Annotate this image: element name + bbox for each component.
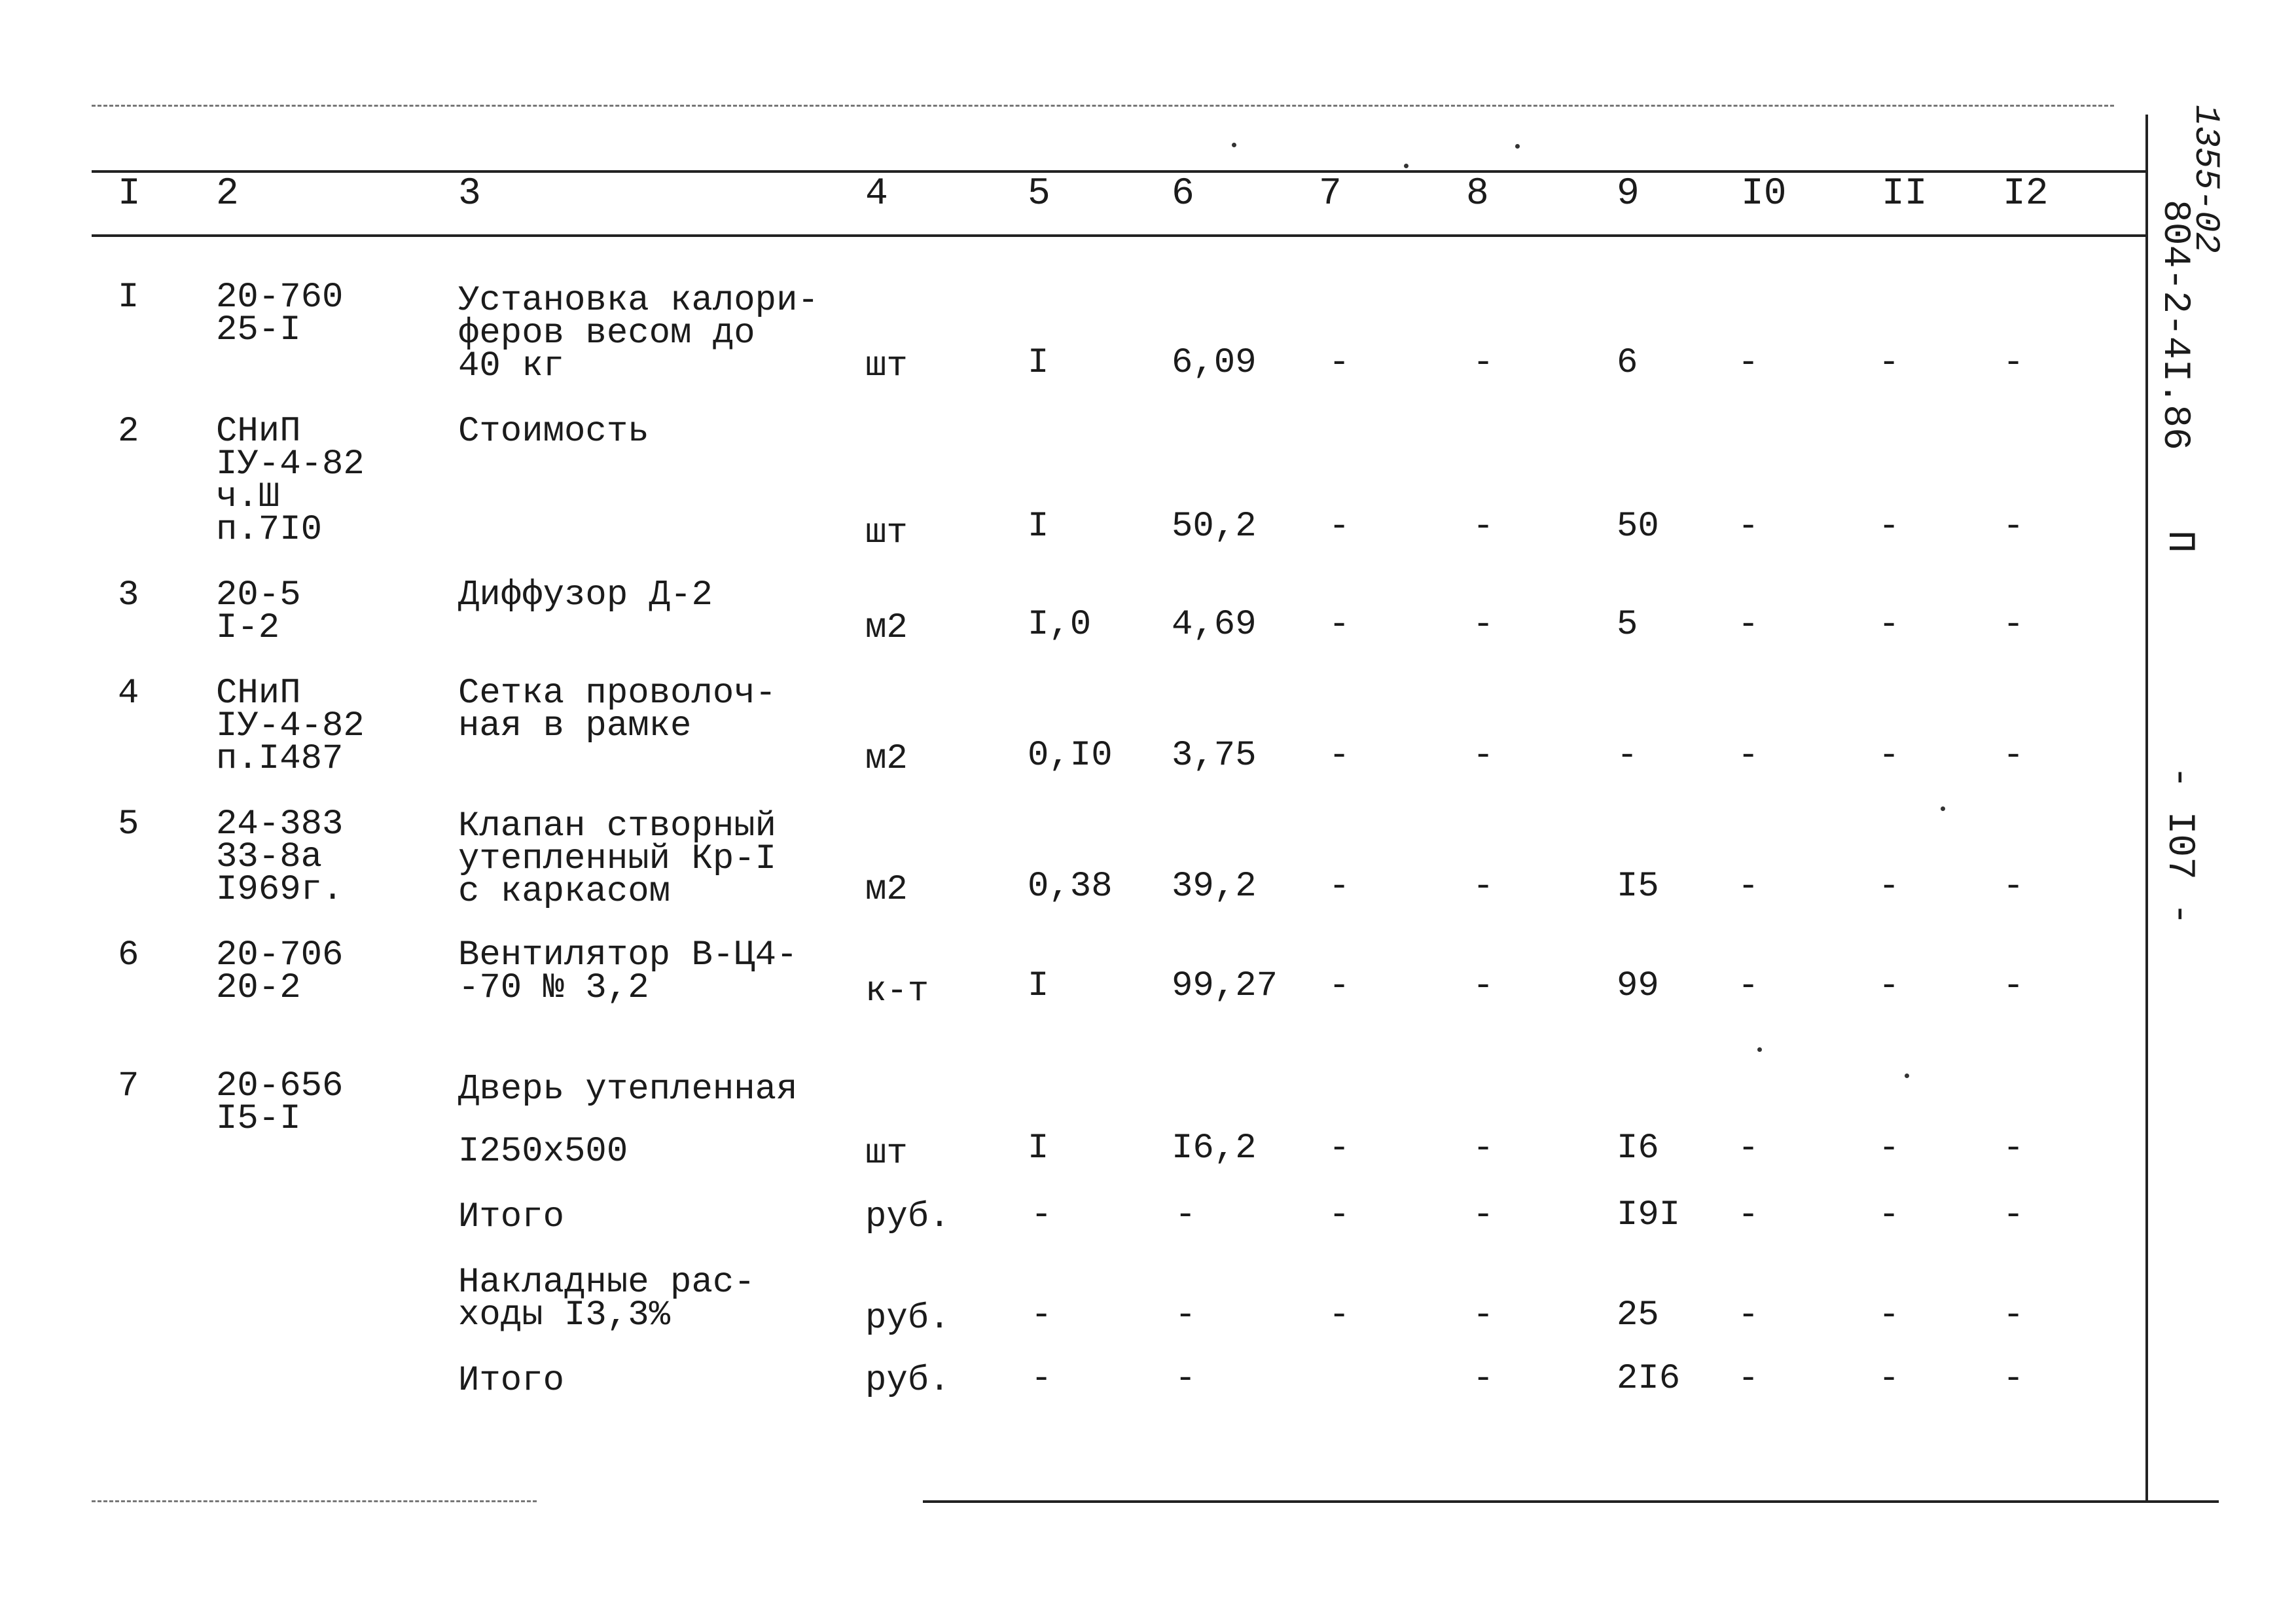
quantity-cell: I	[1028, 1128, 1049, 1168]
bottom-rule-right	[923, 1500, 2219, 1503]
total-cell: -	[1617, 736, 1638, 776]
col12-cell: -	[2003, 343, 2024, 383]
col7-cell: -	[1329, 1295, 1350, 1335]
norm-code-line: I5-I	[216, 1099, 301, 1139]
header-col-6: 6	[1172, 173, 1194, 215]
col8-cell: -	[1473, 507, 1494, 547]
col11-cell: -	[1878, 605, 1900, 645]
unit-cell: руб.	[865, 1361, 950, 1401]
item-name-line: 40 кг	[458, 346, 565, 386]
header-col-7: 7	[1319, 173, 1342, 215]
col11-cell: -	[1878, 343, 1900, 383]
col8-cell: -	[1473, 1295, 1494, 1335]
unit-cell: м2	[865, 739, 908, 779]
header-col-3: 3	[458, 173, 481, 215]
col10-cell: -	[1738, 1359, 1759, 1399]
item-name-line: Дверь утепленная	[458, 1070, 798, 1110]
unit-cell: шт	[865, 346, 908, 386]
total-cell: I9I	[1617, 1195, 1681, 1235]
col10-cell: -	[1738, 605, 1759, 645]
quantity-cell: 0,38	[1028, 867, 1113, 907]
header-col-2: 2	[216, 173, 239, 215]
row-number: 3	[118, 575, 139, 615]
item-name-line: Сетка проволоч-	[458, 674, 777, 713]
header-col-8: 8	[1466, 173, 1489, 215]
row-number: 2	[118, 412, 139, 452]
item-name-line: с каркасом	[458, 872, 671, 912]
summary-label: ходы I3,3%	[458, 1295, 671, 1335]
total-cell: I5	[1617, 867, 1659, 907]
col12-cell: -	[2003, 867, 2024, 907]
norm-code-line: СНиП	[216, 674, 301, 713]
item-name-line: Диффузор Д-2	[458, 575, 713, 615]
total-cell: 2I6	[1617, 1359, 1681, 1399]
col11-cell: -	[1878, 1295, 1900, 1335]
quantity-cell: I	[1028, 343, 1049, 383]
col10-cell: -	[1738, 1295, 1759, 1335]
unit-cost-cell: 39,2	[1172, 867, 1257, 907]
header-col-9: 9	[1617, 173, 1640, 215]
col8-cell: -	[1473, 343, 1494, 383]
norm-code-line: I969г.	[216, 870, 344, 910]
item-name-line: Вентилятор В-Ц4-	[458, 935, 798, 975]
header-col-1: I	[118, 173, 141, 215]
norm-code-line: 33-8а	[216, 837, 323, 877]
col7-cell: -	[1329, 966, 1350, 1006]
total-cell: I6	[1617, 1128, 1659, 1168]
col7-cell: -	[1329, 867, 1350, 907]
quantity-cell: I	[1028, 507, 1049, 547]
col10-cell: -	[1738, 966, 1759, 1006]
norm-code-line: 20-656	[216, 1066, 344, 1106]
row-number: 6	[118, 935, 139, 975]
unit-cost-cell: -	[1175, 1359, 1196, 1399]
header-col-12: I2	[2003, 173, 2049, 215]
row-number: 5	[118, 804, 139, 844]
col10-cell: -	[1738, 1128, 1759, 1168]
col11-cell: -	[1878, 867, 1900, 907]
header-col-5: 5	[1028, 173, 1050, 215]
summary-label: Накладные рас-	[458, 1263, 755, 1303]
unit-cost-cell: I6,2	[1172, 1128, 1257, 1168]
col12-cell: -	[2003, 605, 2024, 645]
col8-cell: -	[1473, 736, 1494, 776]
col8-cell: -	[1473, 605, 1494, 645]
header-bottom-rule	[92, 234, 2147, 237]
col7-cell: -	[1329, 343, 1350, 383]
col8-cell: -	[1473, 1128, 1494, 1168]
quantity-cell: I,0	[1028, 605, 1092, 645]
norm-code-line: 20-5	[216, 575, 301, 615]
unit-cell: руб.	[865, 1299, 950, 1339]
col12-cell: -	[2003, 1128, 2024, 1168]
scan-speck	[1941, 806, 1945, 811]
col7-cell: -	[1329, 736, 1350, 776]
col7-cell: -	[1329, 605, 1350, 645]
item-name-line: -70 № 3,2	[458, 968, 649, 1008]
col11-cell: -	[1878, 1195, 1900, 1235]
row-number: I	[118, 278, 139, 317]
quantity-cell: -	[1031, 1359, 1052, 1399]
col11-cell: -	[1878, 736, 1900, 776]
unit-cell: м2	[865, 608, 908, 648]
header-col-4: 4	[865, 173, 888, 215]
item-name-line: феров весом до	[458, 314, 755, 353]
col7-cell: -	[1329, 1195, 1350, 1235]
norm-code-line: 20-706	[216, 935, 344, 975]
unit-cell: м2	[865, 870, 908, 910]
norm-code-line: п.7I0	[216, 510, 323, 550]
page-number: - I07 -	[2158, 766, 2200, 926]
unit-cost-cell: 3,75	[1172, 736, 1257, 776]
col12-cell: -	[2003, 966, 2024, 1006]
total-cell: 5	[1617, 605, 1638, 645]
item-name-line: ная в рамке	[458, 706, 692, 746]
col10-cell: -	[1738, 1195, 1759, 1235]
scan-speck	[1757, 1047, 1762, 1052]
col7-cell: -	[1329, 1128, 1350, 1168]
col7-cell: -	[1329, 507, 1350, 547]
col11-cell: -	[1878, 1128, 1900, 1168]
unit-cost-cell: -	[1175, 1195, 1196, 1235]
item-name-line: Установка калори-	[458, 281, 819, 321]
header-col-10: I0	[1741, 173, 1787, 215]
unit-cell: шт	[865, 513, 908, 553]
quantity-cell: -	[1031, 1195, 1052, 1235]
summary-label: Итого	[458, 1361, 565, 1401]
norm-code-line: СНиП	[216, 412, 301, 452]
col8-cell: -	[1473, 1359, 1494, 1399]
col8-cell: -	[1473, 1195, 1494, 1235]
bottom-faint-rule-left	[92, 1500, 537, 1502]
norm-code-line: 25-I	[216, 310, 301, 350]
col10-cell: -	[1738, 507, 1759, 547]
unit-cost-cell: 99,27	[1172, 966, 1278, 1006]
item-name-line: Стоимость	[458, 412, 649, 452]
col10-cell: -	[1738, 343, 1759, 383]
row-number: 4	[118, 674, 139, 713]
col8-cell: -	[1473, 867, 1494, 907]
norm-code-line: 20-760	[216, 278, 344, 317]
norm-code-line: IУ-4-82	[216, 706, 365, 746]
col12-cell: -	[2003, 1359, 2024, 1399]
scan-speck	[1404, 164, 1408, 168]
header-col-11: II	[1882, 173, 1928, 215]
col12-cell: -	[2003, 1295, 2024, 1335]
row-number: 7	[118, 1066, 139, 1106]
unit-cost-cell: 4,69	[1172, 605, 1257, 645]
col10-cell: -	[1738, 867, 1759, 907]
total-cell: 6	[1617, 343, 1638, 383]
scan-speck	[1905, 1074, 1909, 1078]
norm-code-line: 24-383	[216, 804, 344, 844]
total-cell: 50	[1617, 507, 1659, 547]
col12-cell: -	[2003, 1195, 2024, 1235]
norm-code-line: ч.Ш	[216, 477, 280, 517]
unit-cell: руб.	[865, 1197, 950, 1237]
item-name-line: I250x500	[458, 1132, 628, 1172]
header-top-rule	[92, 170, 2147, 173]
item-name-line: Клапан створный	[458, 806, 777, 846]
col10-cell: -	[1738, 736, 1759, 776]
quantity-cell: -	[1031, 1295, 1052, 1335]
scan-speck	[1515, 144, 1520, 149]
scan-speck	[1232, 143, 1236, 147]
col12-cell: -	[2003, 507, 2024, 547]
col11-cell: -	[1878, 966, 1900, 1006]
item-name-line: утепленный Кр-I	[458, 839, 777, 879]
unit-cell: к-т	[865, 971, 929, 1011]
sheet-letter: П	[2158, 530, 2200, 553]
quantity-cell: 0,I0	[1028, 736, 1113, 776]
col11-cell: -	[1878, 1359, 1900, 1399]
norm-code-line: 20-2	[216, 968, 301, 1008]
right-border-line	[2145, 115, 2148, 1502]
col8-cell: -	[1473, 966, 1494, 1006]
handwritten-mark: 1355-02	[2185, 105, 2225, 253]
summary-label: Итого	[458, 1197, 565, 1237]
document-code: 804-2-4I.86	[2153, 200, 2196, 450]
norm-code-line: I-2	[216, 608, 280, 648]
unit-cost-cell: -	[1175, 1295, 1196, 1335]
unit-cost-cell: 50,2	[1172, 507, 1257, 547]
col11-cell: -	[1878, 507, 1900, 547]
total-cell: 99	[1617, 966, 1659, 1006]
col12-cell: -	[2003, 736, 2024, 776]
unit-cost-cell: 6,09	[1172, 343, 1257, 383]
norm-code-line: п.I487	[216, 739, 344, 779]
unit-cell: шт	[865, 1134, 908, 1174]
total-cell: 25	[1617, 1295, 1659, 1335]
norm-code-line: IУ-4-82	[216, 444, 365, 484]
quantity-cell: I	[1028, 966, 1049, 1006]
top-faint-rule	[92, 105, 2114, 107]
